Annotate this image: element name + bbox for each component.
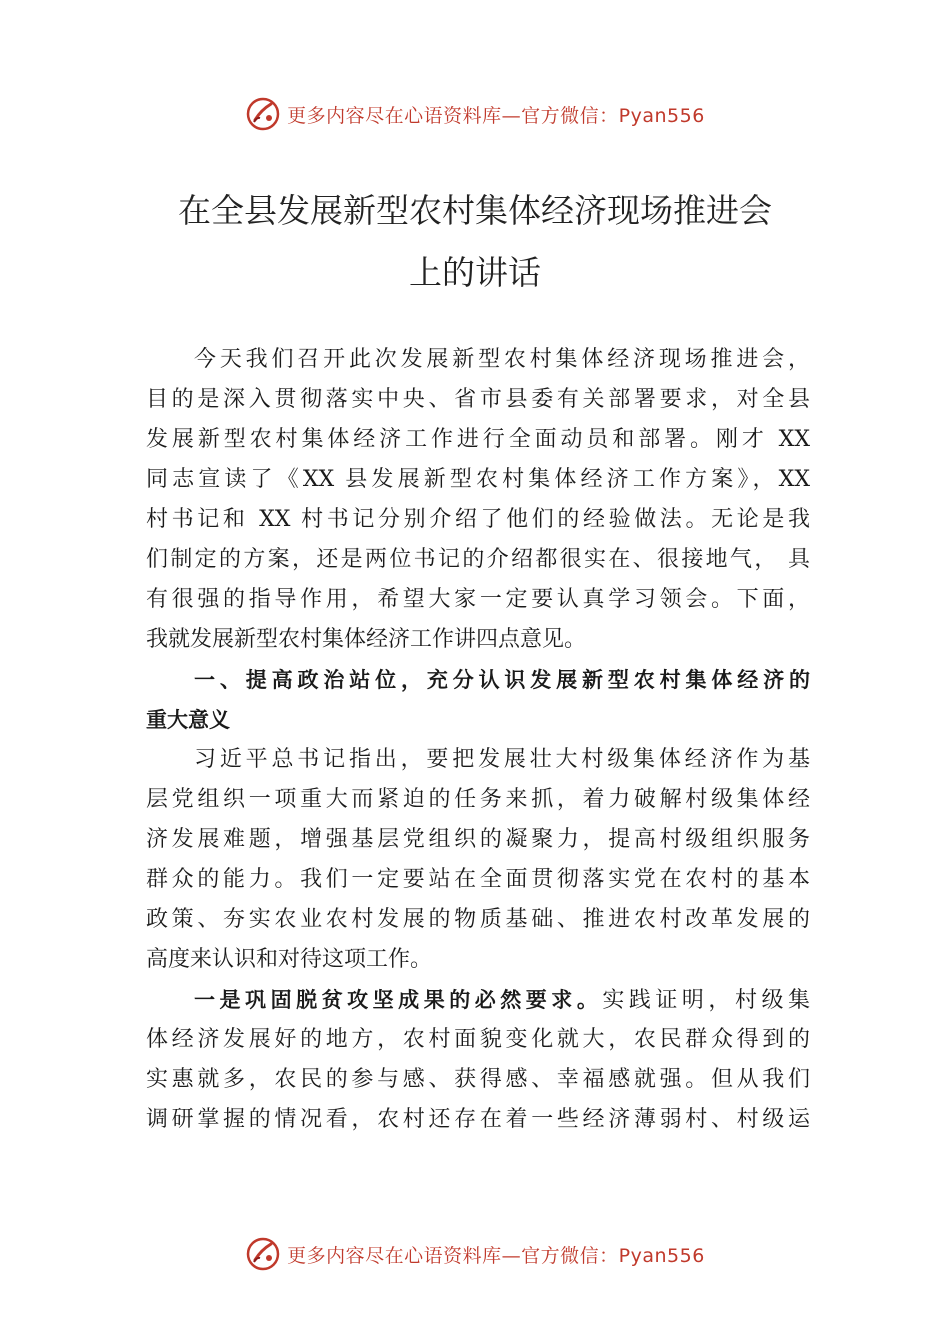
wechat-id: Pyan556 (618, 1244, 705, 1267)
text-line: 调研掌握的情况看，农村还存在着一些经济薄弱村、村级运 (146, 1107, 810, 1132)
text-line: 我就发展新型农村集体经济工作讲四点意见。 (146, 627, 587, 652)
text-line: 们制定的方案，还是两位书记的介绍都很实在、很接地气， 具 (146, 547, 810, 572)
text-line: 体经济发展好的地方，农村面貌变化就大，农民群众得到的 (146, 1027, 810, 1052)
text-line: 村书记和 XX 村书记分别介绍了他们的经验做法。无论是我 (146, 507, 810, 532)
text-line: 有很强的指导作用，希望大家一定要认真学习领会。下面， (146, 587, 810, 612)
paragraph-3 (146, 980, 810, 1140)
paragraph-intro (146, 340, 810, 660)
text-line: 目的是深入贯彻落实中央、省市县委有关部署要求，对全县 (146, 387, 810, 412)
text-line: 同志宣读了《XX 县发展新型农村集体经济工作方案》，XX (146, 467, 810, 492)
text-line: 实惠就多，农民的参与感、获得感、幸福感就强。但从我们 (146, 1067, 810, 1092)
brush-logo-icon (245, 96, 281, 132)
text-line: 一是巩固脱贫攻坚成果的必然要求。实践证明，村级集 (194, 988, 810, 1013)
document-body (146, 340, 810, 1140)
banner-text: 更多内容尽在心语资料库—官方微信：Pyan556 (287, 104, 705, 127)
bold-lead: 一是巩固脱贫攻坚成果的必然要求。 (194, 988, 603, 1012)
text-line: 今天我们召开此次发展新型农村集体经济现场推进会， (194, 347, 810, 372)
text-line: 发展新型农村集体经济工作进行全面动员和部署。刚才 XX (146, 427, 810, 452)
section-heading-1 (146, 660, 810, 740)
banner-text: 更多内容尽在心语资料库—官方微信：Pyan556 (287, 1244, 705, 1267)
text-line: 济发展难题，增强基层党组织的凝聚力，提高村级组织服务 (146, 827, 810, 852)
page-title (60, 180, 890, 304)
text-line: 习近平总书记指出，要把发展壮大村级集体经济作为基 (194, 747, 810, 772)
footer-banner (0, 1232, 950, 1276)
text-line: 层党组织一项重大而紧迫的任务来抓，着力破解村级集体经 (146, 787, 810, 812)
heading-line: 重大意义 (146, 708, 230, 732)
paragraph-2 (146, 740, 810, 980)
heading-line: 一、提高政治站位，充分认识发展新型农村集体经济的 (194, 668, 810, 692)
title-line-1: 在全县发展新型农村集体经济现场推进会 (178, 191, 772, 230)
text-line: 政策、夯实农业农村发展的物质基础、推进农村改革发展的 (146, 907, 810, 932)
title-line-2: 上的讲话 (409, 253, 541, 292)
text-line: 高度来认识和对待这项工作。 (146, 947, 433, 972)
text-line: 群众的能力。我们一定要站在全面贯彻落实党在农村的基本 (146, 867, 810, 892)
header-banner (0, 92, 950, 136)
wechat-id: Pyan556 (618, 104, 705, 127)
brush-logo-icon (245, 1236, 281, 1272)
